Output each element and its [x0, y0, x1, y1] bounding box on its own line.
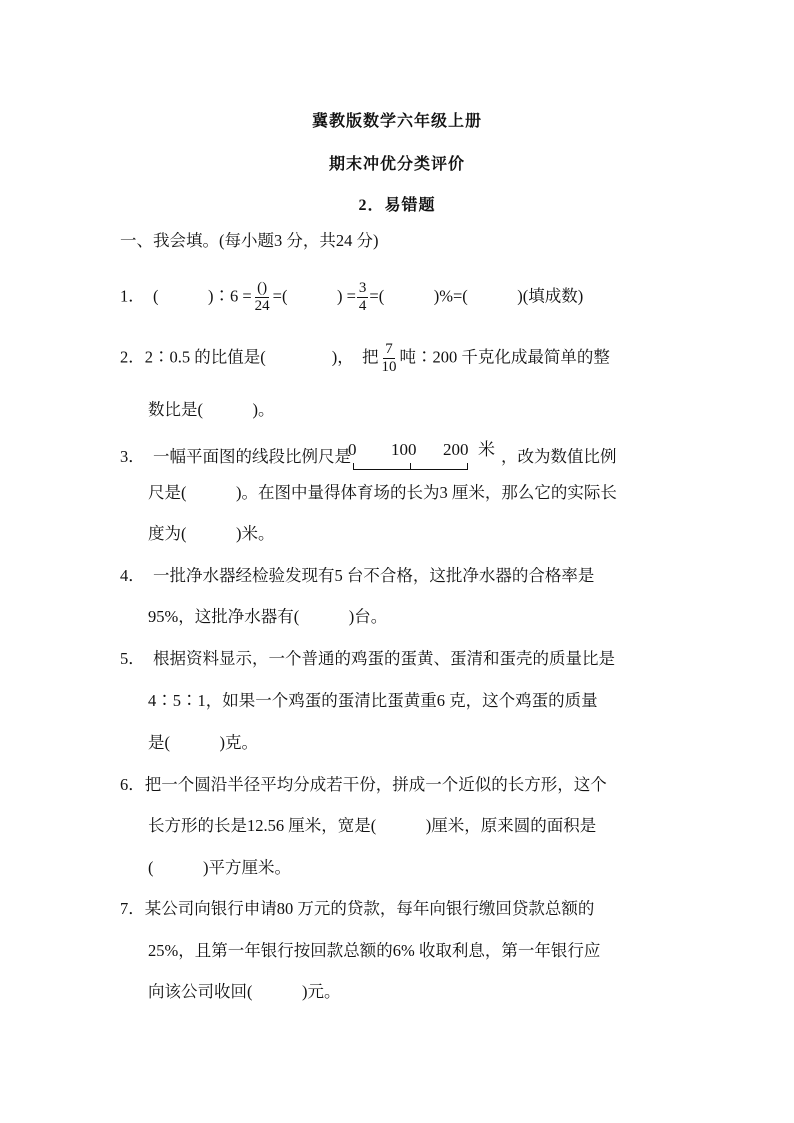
fraction-blank-over-24: $\frac{()}{24}$ [254, 280, 270, 314]
question-1 [120, 280, 584, 314]
question-6-line-3: ( )平方厘米。 [148, 858, 291, 877]
question-3-line-2: 尺是( )。在图中量得体育场的长为3 厘米，那么它的实际长 [148, 483, 617, 502]
scale-tick [353, 463, 354, 470]
scale-label-unit: 米 [478, 440, 495, 460]
question-2-line-1: 2．2∶0.5 的比值是( )， 把 $\frac{7}{10}$ 吨∶200 千克化成最简单的整 [120, 341, 610, 375]
section-title: 2．易错题 [358, 197, 436, 214]
question-7-line-2: 25%，且第一年银行按回款总额的6% 收取利息，第一年银行应 [148, 941, 601, 960]
question-2-line-2: 数比是( )。 [148, 400, 275, 419]
document-subtitle: 期末冲优分类评价 [328, 156, 465, 173]
question-5-line-2: 4∶5∶1，如果一个鸡蛋的蛋清比蛋黄重6 克，这个鸡蛋的质量 [148, 691, 598, 710]
scale-label-200: 200 [443, 440, 469, 460]
scale-label-0: 0 [348, 440, 357, 460]
question-4-line-1: 4． 一批净水器经检验发现有5 台不合格，这批净水器的合格率是 [120, 566, 595, 585]
scale-tick [467, 463, 468, 470]
question-5-line-3: 是( )克。 [148, 733, 258, 752]
line-scale-bar [348, 440, 501, 472]
question-5-line-1: 5． 根据资料显示，一个普通的鸡蛋的蛋黄、蛋清和蛋壳的质量比是 [120, 649, 615, 668]
scale-tick [410, 463, 411, 470]
question-1-part-a: 1． ( )∶6 = [120, 286, 252, 306]
section-heading: 一、我会填。(每小题3 分，共24 分) [120, 231, 379, 250]
question-6-line-1: 6．把一个圆沿半径平均分成若干份，拼成一个近似的长方形，这个 [120, 775, 607, 794]
fraction-seven-tenths: $\frac{7}{10}$ [381, 341, 397, 375]
question-7-line-1: 7．某公司向银行申请80 万元的贷款，每年向银行缴回贷款总额的 [120, 899, 595, 918]
fraction-three-quarters: $\frac{3}{4}$ [358, 280, 367, 314]
question-1-part-b: =( ) = [272, 286, 356, 306]
question-3-line-1: 3． 一幅平面图的线段比例尺是 0 100 200 米 ，改为数值比例 [120, 442, 617, 472]
question-1-part-c: =( )%=( )(填成数) [369, 286, 584, 306]
question-3-line-3: 度为( )米。 [148, 524, 275, 543]
question-6-line-2: 长方形的长是12.56 厘米，宽是( )厘米，原来圆的面积是 [148, 816, 597, 835]
question-7-line-3: 向该公司收回( )元。 [148, 982, 341, 1001]
document-title: 冀教版数学六年级上册 [311, 113, 482, 130]
question-4-line-2: 95%，这批净水器有( )台。 [148, 607, 388, 626]
scale-label-100: 100 [391, 440, 417, 460]
